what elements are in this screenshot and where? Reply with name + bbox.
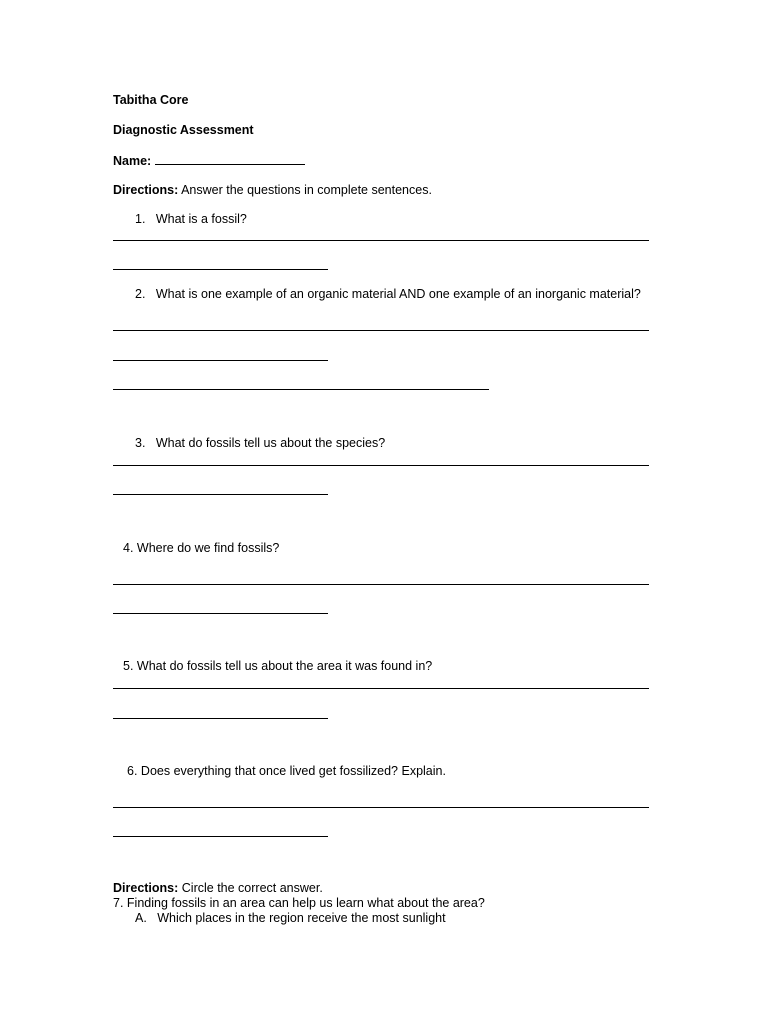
question-number: 3. <box>135 436 146 450</box>
question-number: 6. <box>127 764 138 778</box>
answer-line[interactable] <box>113 836 328 837</box>
question-4 <box>123 541 279 556</box>
question-6 <box>127 764 446 779</box>
answer-line[interactable] <box>113 688 649 689</box>
answer-line[interactable] <box>113 360 328 361</box>
directions-text: Answer the questions in complete sentences. <box>181 183 432 197</box>
document-title: Diagnostic Assessment <box>113 123 254 137</box>
directions-label: Directions: <box>113 183 179 197</box>
answer-line[interactable] <box>113 465 649 466</box>
name-blank-line[interactable] <box>155 153 305 165</box>
question-text: Where do we find fossils? <box>136 541 280 555</box>
answer-option-a[interactable] <box>135 911 446 926</box>
answer-line[interactable] <box>113 584 649 585</box>
teacher-name: Tabitha Core <box>113 93 189 107</box>
question-number: 7. <box>113 896 124 910</box>
question-number: 2. <box>135 287 146 301</box>
answer-line[interactable] <box>113 494 328 495</box>
question-number: 5. <box>123 659 134 673</box>
answer-line[interactable] <box>113 807 649 808</box>
question-number: 4. <box>123 541 134 555</box>
answer-line[interactable] <box>113 613 328 614</box>
option-text: Which places in the region receive the most sunlight <box>157 911 446 925</box>
directions-label: Directions: <box>113 881 179 895</box>
question-text: What do fossils tell us about the area it was found in? <box>136 659 433 673</box>
directions-text: Circle the correct answer. <box>181 881 323 895</box>
question-text: Finding fossils in an area can help us learn what about the area? <box>126 896 485 910</box>
option-letter: A. <box>135 911 147 925</box>
answer-line[interactable] <box>113 389 489 390</box>
answer-line[interactable] <box>113 240 649 241</box>
question-1 <box>135 212 247 227</box>
question-2 <box>135 287 641 302</box>
directions-multiple-choice <box>113 881 323 896</box>
question-text: What do fossils tell us about the species? <box>155 436 386 450</box>
question-text: What is one example of an organic material AND one example of an inorganic material? <box>155 287 641 301</box>
answer-line[interactable] <box>113 718 328 719</box>
question-text: What is a fossil? <box>155 212 247 226</box>
question-7 <box>113 896 485 911</box>
question-number: 1. <box>135 212 146 226</box>
question-3 <box>135 436 385 451</box>
question-5 <box>123 659 432 674</box>
directions-essay <box>113 183 432 198</box>
answer-line[interactable] <box>113 269 328 270</box>
answer-line[interactable] <box>113 330 649 331</box>
name-label: Name: <box>113 154 152 168</box>
name-field[interactable] <box>113 153 305 169</box>
question-text: Does everything that once lived get fossilized? Explain. <box>140 764 446 778</box>
